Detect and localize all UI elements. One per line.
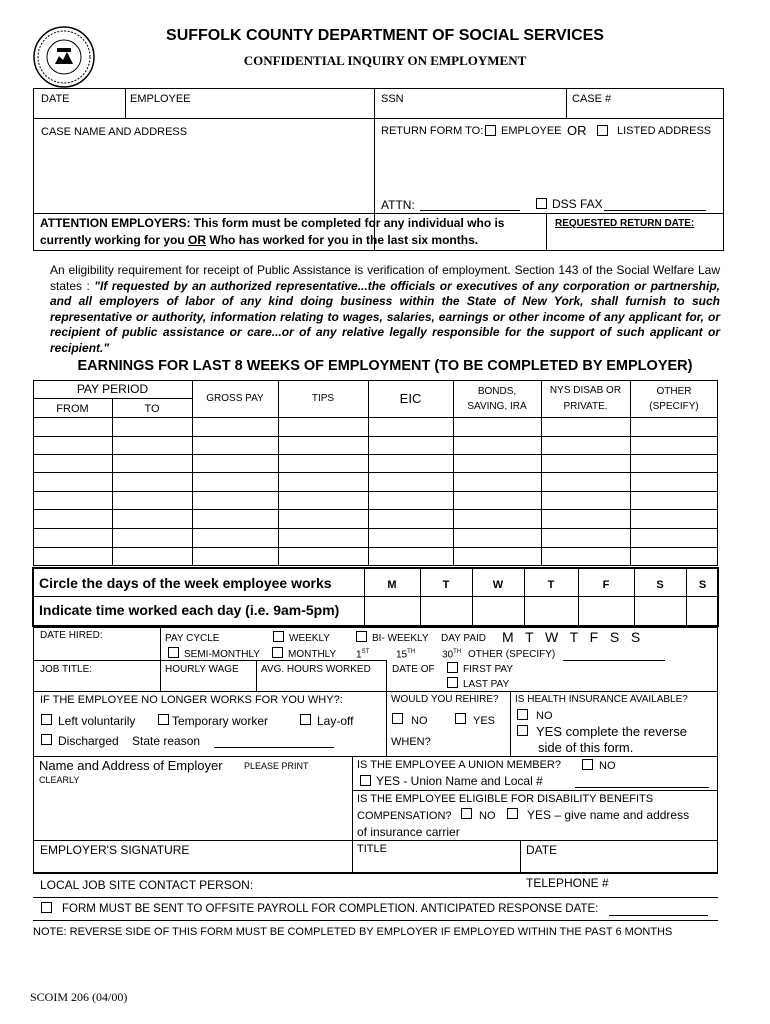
day-paid-label: DAY PAID (441, 633, 487, 644)
earnings-row[interactable] (33, 454, 718, 455)
earnings-heading: EARNINGS FOR LAST 8 WEEKS OF EMPLOYMENT (TO BE COMPLETED BY EMPLOYER) (77, 358, 693, 374)
rehire-yes-option: YES (473, 715, 496, 727)
fifteenth-day-option[interactable]: 15TH (396, 649, 416, 661)
pay-period-header: PAY PERIOD (76, 382, 149, 396)
insurance-carrier-label: of insurance carrier (357, 825, 460, 839)
return-employee-option: EMPLOYEE (501, 125, 562, 137)
lay-off-checkbox[interactable] (300, 714, 311, 725)
contact-person-label: LOCAL JOB SITE CONTACT PERSON: (40, 878, 254, 892)
date-of-label: DATE OF (392, 664, 435, 675)
case-name-address-label: CASE NAME AND ADDRESS (41, 126, 188, 138)
discharged-checkbox[interactable] (41, 734, 52, 745)
earnings-row[interactable] (33, 547, 718, 548)
union-member-question: IS THE EMPLOYEE A UNION MEMBER? (357, 759, 561, 771)
last-pay-checkbox[interactable] (447, 677, 458, 688)
earnings-row[interactable] (33, 472, 718, 473)
to-header: TO (144, 403, 160, 415)
employer-signature-label: EMPLOYER'S SIGNATURE (40, 843, 190, 857)
health-yes-checkbox[interactable] (517, 725, 528, 736)
semi-monthly-option: SEMI-MONTHLY (184, 649, 260, 660)
other-header-1: OTHER (656, 386, 692, 397)
earnings-row[interactable] (33, 509, 718, 510)
union-name-field[interactable] (575, 774, 709, 788)
compensation-no-checkbox[interactable] (461, 808, 472, 819)
form-title: SUFFOLK COUNTY DEPARTMENT OF SOCIAL SERVICES (166, 27, 604, 44)
first-day-option[interactable]: 1ST (356, 649, 370, 661)
return-listed-address-checkbox[interactable] (597, 125, 608, 136)
employer-name-address-label: Name and Address of Employer (39, 758, 223, 773)
semi-monthly-checkbox[interactable] (168, 647, 179, 658)
requested-return-date-label: REQUESTED RETURN DATE: (555, 218, 695, 229)
hourly-wage-label: HOURLY WAGE (165, 664, 239, 675)
compensation-yes-option: YES – give name and address (527, 808, 690, 822)
other-header-2: (SPECIFY) (649, 401, 699, 412)
employee-label: EMPLOYEE (130, 93, 191, 105)
offsite-payroll-text: FORM MUST BE SENT TO OFFSITE PAYROLL FOR COMPLETION. ANTICIPATED RESPONSE DATE: (62, 903, 599, 915)
clearly-label: CLEARLY (39, 775, 80, 785)
rehire-yes-checkbox[interactable] (455, 713, 466, 724)
attn-field[interactable] (420, 197, 520, 211)
thirtieth-day-option[interactable]: 30TH (442, 649, 462, 661)
union-no-option: NO (599, 760, 616, 772)
rehire-no-checkbox[interactable] (392, 713, 403, 724)
return-form-label: RETURN FORM TO: (381, 125, 484, 137)
day-paid-days[interactable]: M T W T F S S (502, 629, 641, 645)
listed-address-option: LISTED ADDRESS (617, 125, 712, 137)
reverse-side-note: NOTE: REVERSE SIDE OF THIS FORM MUST BE COMPLETED BY EMPLOYER IF EMPLOYED WITHIN THE PAST 6 MONTHS (33, 926, 673, 938)
bi-weekly-option: BI- WEEKLY (372, 633, 429, 644)
rehire-question: WOULD YOU REHIRE? (391, 694, 499, 705)
first-pay-checkbox[interactable] (447, 662, 458, 673)
form-number: SCOIM 206 (04/00) (30, 990, 128, 1004)
please-print-label: PLEASE PRINT (244, 761, 309, 771)
other-specify-field[interactable] (563, 648, 665, 661)
day-wednesday[interactable]: W (492, 579, 504, 591)
compensation-label: COMPENSATION? (357, 810, 452, 822)
union-no-checkbox[interactable] (582, 759, 593, 770)
compensation-yes-checkbox[interactable] (507, 808, 518, 819)
weekly-checkbox[interactable] (273, 631, 284, 642)
earnings-row[interactable] (33, 436, 718, 437)
union-yes-checkbox[interactable] (360, 775, 371, 786)
date-hired-label: DATE HIRED: (40, 630, 103, 641)
job-title-label: JOB TITLE: (40, 664, 93, 675)
case-label: CASE # (572, 93, 612, 105)
lay-off-option: Lay-off (317, 714, 354, 728)
no-longer-works-label: IF THE EMPLOYEE NO LONGER WORKS FOR YOU WHY?: (40, 694, 343, 706)
bonds-header-1: BONDS, (477, 386, 517, 397)
bonds-header-2: SAVING, IRA (467, 401, 527, 412)
monthly-option: MONTHLY (288, 649, 337, 660)
gross-pay-header: GROSS PAY (206, 393, 264, 404)
day-friday[interactable]: F (602, 579, 610, 591)
state-reason-field[interactable] (214, 733, 334, 748)
time-worked-label: Indicate time worked each day (i.e. 9am-5pm) (39, 602, 340, 618)
left-voluntarily-option: Left voluntarily (58, 714, 136, 728)
attention-employers-text: ATTENTION EMPLOYERS: This form must be completed for any individual who is currently working for you OR Who has worked for you in the last six months. (40, 216, 505, 247)
legal-paragraph: An eligibility requirement for receipt of Public Assistance is verification of employment. Section 143 of the Social Welfare Law states : "If requested by an authorized representative...the officials or executives of any corporation or partnership, and all employers of labor of any kind doing business within the State of New York, shall furnish to such representative or authority, information relating to wages, salaries, earnings or other income of any applicant for, or recipient of public assistance or care...or of any relative legally responsible for the support of such applicant or recipient." (50, 263, 720, 355)
health-no-option: NO (536, 710, 553, 722)
health-yes-option: YES complete the reverse (536, 724, 688, 739)
form-subtitle: CONFIDENTIAL INQUIRY ON EMPLOYMENT (243, 53, 527, 68)
earnings-row[interactable] (33, 491, 718, 492)
temporary-worker-option: Temporary worker (172, 714, 269, 728)
other-specify-label: OTHER (SPECIFY) (468, 649, 556, 660)
first-pay-option: FIRST PAY (463, 664, 514, 675)
discharged-option: Discharged (58, 734, 119, 748)
avg-hours-label: AVG. HOURS WORKED (261, 664, 371, 675)
day-sunday[interactable]: S (698, 579, 707, 591)
union-yes-option: YES - Union Name and Local # (376, 774, 543, 788)
offsite-payroll-checkbox[interactable] (41, 902, 52, 913)
pay-cycle-label: PAY CYCLE (165, 633, 220, 644)
nys-header-2: PRIVATE. (563, 401, 608, 412)
nys-header-1: NYS DISAB OR (549, 385, 622, 396)
weekly-option: WEEKLY (289, 633, 330, 644)
attn-label: ATTN: (381, 198, 415, 212)
last-pay-option: LAST PAY (463, 679, 510, 690)
monthly-checkbox[interactable] (272, 647, 283, 658)
when-label: WHEN? (391, 736, 431, 748)
circle-days-label: Circle the days of the week employee works (39, 575, 332, 591)
eic-header: EIC (399, 391, 422, 406)
title-label: TITLE (357, 843, 387, 855)
return-employee-checkbox[interactable] (485, 125, 496, 136)
state-reason-label: State reason (132, 734, 201, 748)
dss-fax-field[interactable] (604, 197, 706, 211)
day-monday[interactable]: M (387, 579, 397, 591)
from-header: FROM (56, 403, 89, 415)
date-label: DATE (41, 93, 70, 105)
earnings-row[interactable] (33, 528, 718, 529)
health-insurance-question: IS HEALTH INSURANCE AVAILABLE? (515, 694, 688, 705)
ssn-label: SSN (381, 93, 404, 105)
response-date-field[interactable] (609, 902, 708, 916)
day-thursday[interactable]: T (547, 579, 555, 591)
left-voluntarily-checkbox[interactable] (41, 714, 52, 725)
day-saturday[interactable]: S (656, 579, 664, 591)
date-signed-label: DATE (526, 843, 558, 857)
compensation-no-option: NO (479, 810, 496, 822)
telephone-label: TELEPHONE # (526, 876, 609, 890)
rehire-no-option: NO (411, 715, 428, 727)
day-tuesday[interactable]: T (442, 579, 450, 591)
health-yes-option-2: side of this form. (538, 740, 634, 755)
temporary-worker-checkbox[interactable] (158, 714, 169, 725)
bi-weekly-checkbox[interactable] (356, 631, 367, 642)
tips-header: TIPS (311, 393, 335, 404)
health-no-checkbox[interactable] (517, 709, 528, 720)
dss-fax-label: DSS FAX (552, 197, 603, 211)
or-text: OR (567, 123, 587, 138)
disability-question: IS THE EMPLOYEE ELIGIBLE FOR DISABILITY BENEFITS (357, 793, 654, 805)
dss-fax-checkbox[interactable] (536, 198, 547, 209)
